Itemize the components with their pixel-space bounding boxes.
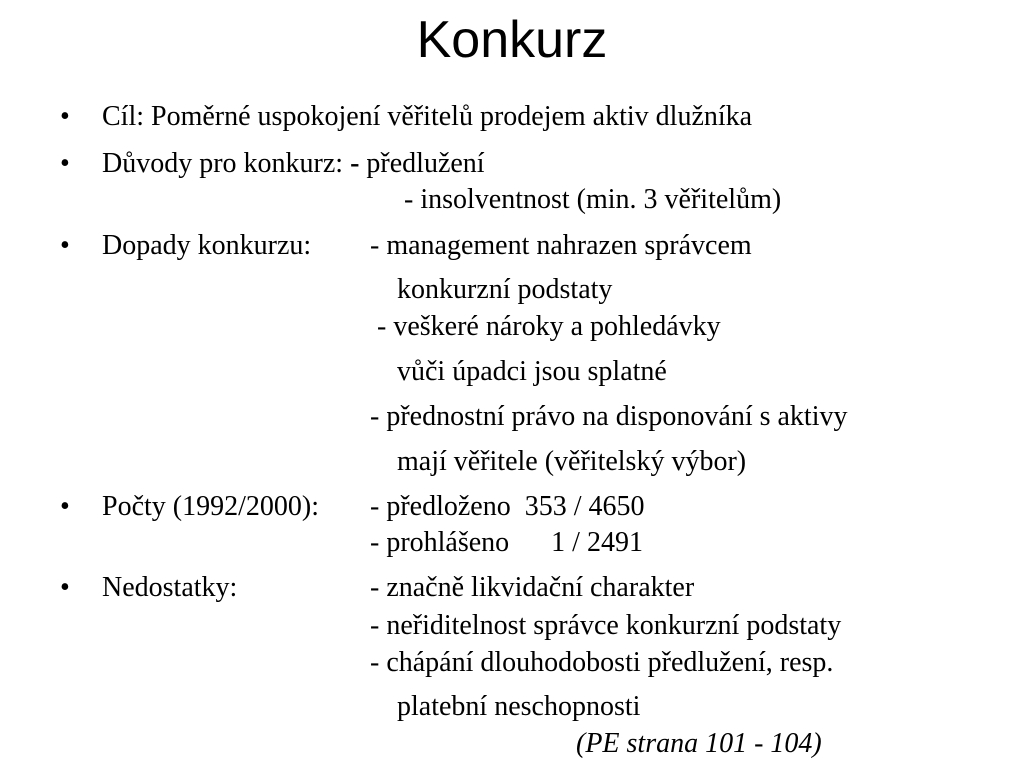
shortcomings-value-1: - značně likvidační charakter [370,572,695,603]
shortcomings-value-3: - chápání dlouhodobosti předlužení, resp. [370,647,834,678]
bullet: • [60,491,70,522]
slide-title: Konkurz [416,11,608,69]
reasons-value-2: - insolventnost (min. 3 věřitelům) [404,184,782,215]
counts-value-2: - prohlášeno 1 / 2491 [370,527,643,558]
bullet: • [60,230,70,261]
impacts-value-2-cont: vůči úpadci jsou splatné [397,356,667,387]
goal-text: Cíl: Poměrné uspokojení věřitelů prodejem aktiv dlužníka [102,101,753,132]
impacts-value-3: - přednostní právo na disponování s aktivy [370,401,848,432]
bullet: • [60,148,70,179]
bullet: • [60,572,70,603]
shortcomings-value-3-cont: platební neschopnosti [397,691,641,722]
impacts-value-3-cont: mají věřitele (věřitelský výbor) [397,446,747,477]
impacts-value-1-cont: konkurzní podstaty [397,274,613,305]
counts-label: Počty (1992/2000): [102,491,319,522]
reasons-dash: - [350,148,360,179]
impacts-value-1: - management nahrazen správcem [370,230,752,261]
bullet: • [60,101,70,132]
shortcomings-label: Nedostatky: [102,572,238,603]
reasons-value-1: předlužení [366,148,485,179]
counts-value-1: - předloženo 353 / 4650 [370,491,645,522]
reference-note: (PE strana 101 - 104) [576,728,822,759]
shortcomings-value-2: - neřiditelnost správce konkurzní podstaty [370,610,842,641]
impacts-label: Dopady konkurzu: [102,230,312,261]
reasons-label: Důvody pro konkurz: - předlužení [102,148,485,179]
impacts-value-2: - veškeré nároky a pohledávky [377,311,721,342]
